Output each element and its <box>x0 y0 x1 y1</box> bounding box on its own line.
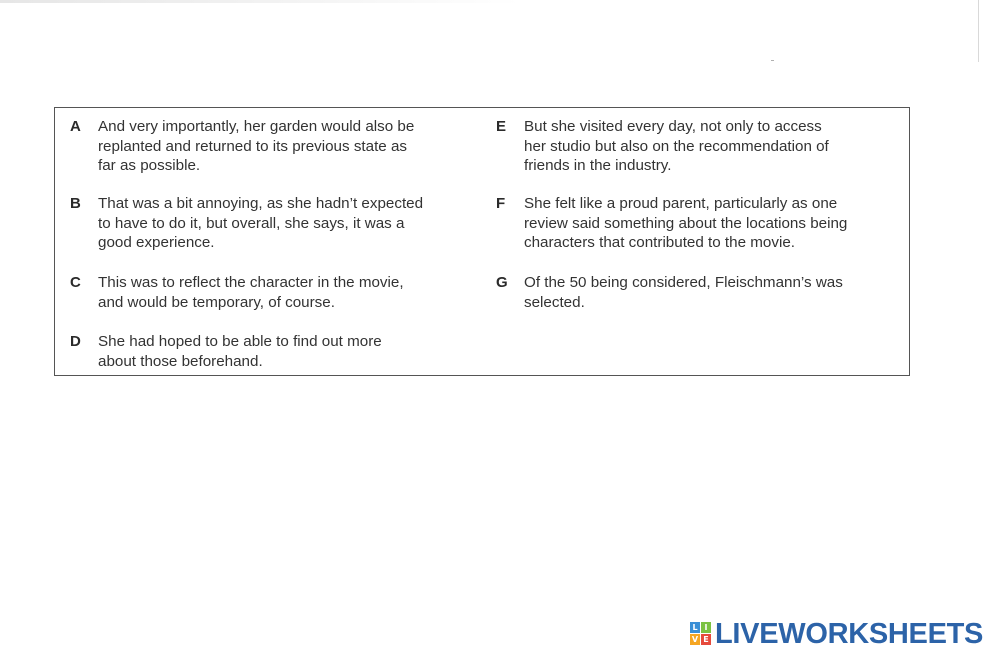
logo-cell: I <box>701 622 711 633</box>
option-d <box>70 332 480 371</box>
option-text: Of the 50 being considered, Fleischmann’s was selected. <box>524 274 843 311</box>
option-letter: G <box>496 274 508 291</box>
watermark-text: LIVEWORKSHEETS <box>715 618 984 650</box>
option-e <box>496 117 908 176</box>
option-text: She felt like a proud parent, particularly as one review said something about the locations being characters that contributed to the movie. <box>524 195 848 251</box>
option-text: She had hoped to be able to find out more about those beforehand. <box>98 333 382 370</box>
scan-speck <box>771 60 774 61</box>
option-letter: D <box>70 333 81 350</box>
logo-cell: L <box>690 622 700 633</box>
logo-cell: E <box>701 634 711 645</box>
option-b <box>70 194 480 253</box>
option-letter: B <box>70 195 81 212</box>
option-letter: E <box>496 118 507 135</box>
option-text: But she visited every day, not only to access her studio but also on the recommendation of friends in the industry. <box>524 118 829 174</box>
option-letter: F <box>496 195 506 212</box>
option-text: This was to reflect the character in the movie, and would be temporary, of course. <box>98 274 404 311</box>
option-c <box>70 273 480 312</box>
scan-page-edge <box>978 0 979 62</box>
option-letter: A <box>70 118 81 135</box>
option-letter: C <box>70 274 81 291</box>
logo-cell: V <box>691 635 699 644</box>
option-g <box>496 273 908 312</box>
option-text: That was a bit annoying, as she hadn’t expected to have to do it, but overall, she says, it was a good experience. <box>98 195 424 251</box>
liveworksheets-watermark[interactable] <box>690 617 983 651</box>
scan-top-edge <box>0 0 520 3</box>
option-f <box>496 194 908 253</box>
option-text: And very importantly, her garden would also be replanted and returned to its previous state as far as possible. <box>98 118 415 174</box>
liveworksheets-logo-icon <box>690 622 712 646</box>
option-a <box>70 117 480 176</box>
